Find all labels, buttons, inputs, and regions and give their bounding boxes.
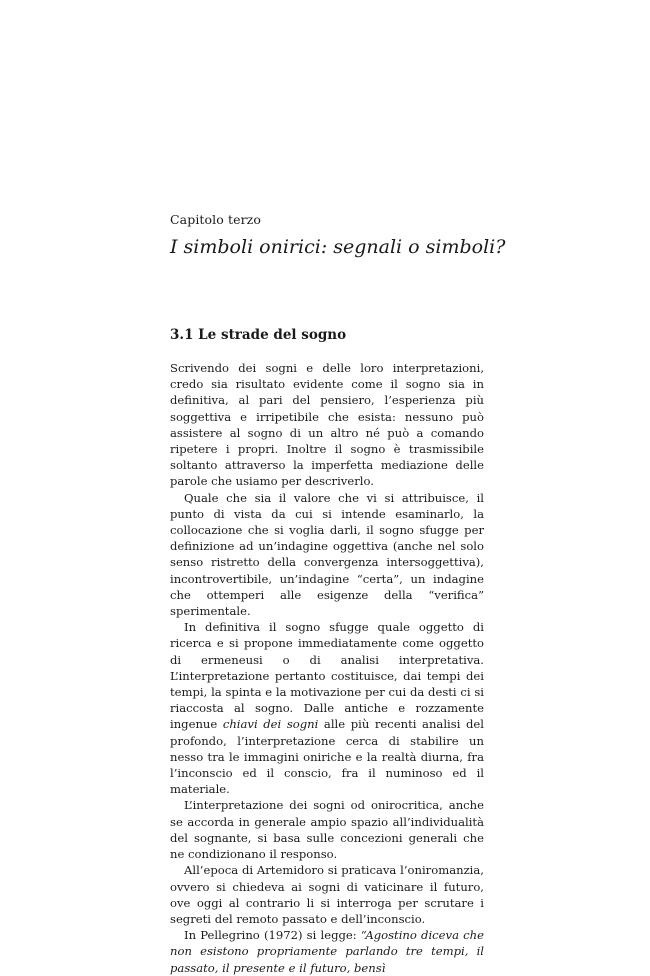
chapter-label: Capitolo terzo (170, 212, 261, 227)
paragraph-2: Quale che sia il valore che vi si attribuisce, il punto di vista da cui si intende esaminarlo, la collocazione che si voglia darli, il sogno sfugge per definizione ad un’indagine oggettiva (anche nel solo senso ristretto della convergenza intersoggettiva), incontrovertibile, un’indagine “certa”, un indagine che ottemperi alle esigenze della “verifica” sperimentale. (170, 490, 484, 619)
paragraph-5: All’epoca di Artemidoro si praticava l’oniromanzia, ovvero si chiedeva ai sogni di vaticinare il futuro, ove oggi al contrario li si interroga per scrutare i segreti del remoto passato e dell’inconscio. (170, 863, 484, 926)
paragraph-3-text-b: alle più recenti analisi del profondo, l’interpretazione cerca di stabilire un nesso tra le immagini oniriche e la realtà diurna, fra l’inconscio ed il conscio, fra il numinoso ed il materiale. (170, 717, 484, 797)
chapter-title: I simboli onirici: segnali o simboli? (170, 236, 506, 258)
paragraph-3-emphasis: chiavi dei sogni (222, 717, 319, 732)
paragraph-6-quote: “Agostino diceva che non esistono propriamente parlando tre tempi, il passato, il presente e il futuro, bensì (170, 928, 484, 975)
paragraph-3-text-a: In definitiva il sogno sfugge quale oggetto di ricerca e si propone immediatamente come oggetto di ermeneusi o di analisi interpretativa. L’interpretazione pertanto costituisce, dai tempi dei tempi, la spinta e la motivazione per cui da desti ci si riaccosta al sogno. Dalle antiche e rozzamente ingenue (170, 620, 484, 732)
paragraph-4: L’interpretazione dei sogni od onirocritica, anche se accorda in generale ampio spazio all’individualità del sognante, si basa sulle concezioni generali che ne condizionano il responso. (170, 798, 484, 862)
paragraph-3 (170, 619, 484, 797)
section-heading: 3.1 Le strade del sogno (170, 327, 347, 343)
body-text (170, 360, 484, 976)
paragraph-6-text: In Pellegrino (1972) si legge: (184, 928, 361, 943)
paragraph-6 (170, 927, 484, 976)
paragraph-1: Scrivendo dei sogni e delle loro interpretazioni, credo sia risultato evidente come il sogno sia in definitiva, al pari del pensiero, l’esperienza più soggettiva e irripetibile che esista: nessuno può assistere al sogno di un altro né può a comando ripetere i propri. Inoltre il sogno è trasmissibile soltanto attraverso la imperfetta mediazione delle parole che usiamo per descriverlo. (170, 361, 484, 489)
